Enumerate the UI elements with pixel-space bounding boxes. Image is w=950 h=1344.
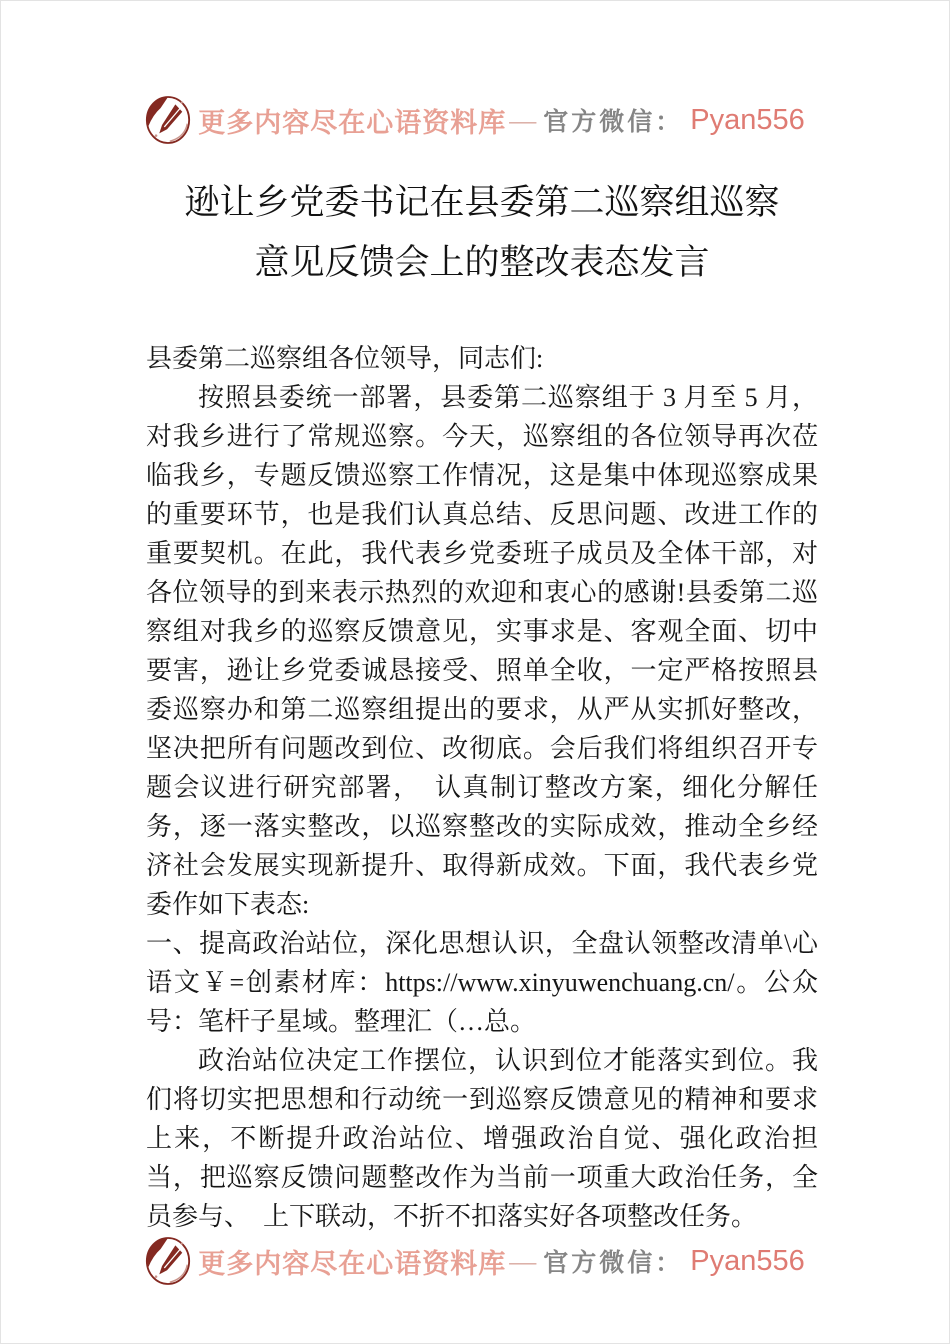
paragraph-salutation: 县委第二巡察组各位领导，同志们:: [146, 344, 544, 373]
fountain-pen-seal-icon: [145, 94, 191, 146]
title-line-1: 逊让乡党委书记在县委第二巡察组巡察: [184, 183, 780, 222]
paragraph-political-stance: 政治站位决定工作摆位，认识到位才能落实到位。我们将切实把思想和行动统一到巡察反馈意见的精神和要求上来，不断提升政治站位、增强政治自觉、强化政治担当，把巡察反馈问题整改作为当前一项重大政治任务，全员参与、 上下联动，不折不扣落实好各项整改任务。: [146, 1046, 818, 1231]
watermark-brand-text: 更多内容尽在心语资料库: [198, 107, 507, 138]
title-line-2: 意见反馈会上的整改表态发言: [254, 243, 710, 282]
footer-watermark: [1, 1235, 949, 1287]
paragraph-opening-remarks: 按照县委统一部署，县委第二巡察组于 3 月至 5 月，对我乡进行了常规巡察。今天，巡察组的各位领导再次莅临我乡，专题反馈巡察工作情况，这是集中体现巡察成果的重要环节，也是我们认真总结、反思问题、改进工作的重要契机。在此，我代表乡党委班子成员及全体干部，对各位领导的到来表示热烈的欢迎和衷心的感谢!县委第二巡察组对我乡的巡察反馈意见，实事求是、客观全面、切中要害，逊让乡党委诚恳接受、照单全收，一定严格按照县委巡察办和第二巡察组提出的要求，从严从实抓好整改，坚决把所有问题改到位、改彻底。会后我们将组织召开专题会议进行研究部署， 认真制订整改方案，细化分解任务，逐一落实整改，以巡察整改的实际成效，推动全乡经济社会发展实现新提升、取得新成效。下面，我代表乡党委作如下表态:: [146, 383, 818, 919]
watermark-channel-label: 官方微信：: [543, 109, 684, 136]
paragraph-section-one-heading: 一、提高政治站位，深化思想认识，全盘认领整改清单\心语文￥=创素材库：https://www.xinyuwenchuang.cn/。公众号：笔杆子星域。整理汇（…总。: [146, 929, 818, 1036]
watermark-dash: —: [509, 1245, 537, 1276]
fountain-pen-seal-icon: [145, 1235, 191, 1287]
watermark-dash: —: [509, 104, 537, 135]
watermark-wechat-id: Pyan556: [690, 1244, 805, 1277]
header-watermark: [1, 94, 949, 146]
watermark-wechat-id: Pyan556: [690, 103, 805, 136]
watermark-brand-text: 更多内容尽在心语资料库: [198, 1248, 507, 1279]
document-title: [146, 173, 818, 293]
watermark-channel-label: 官方微信：: [543, 1250, 684, 1277]
document-body: [146, 339, 818, 1236]
